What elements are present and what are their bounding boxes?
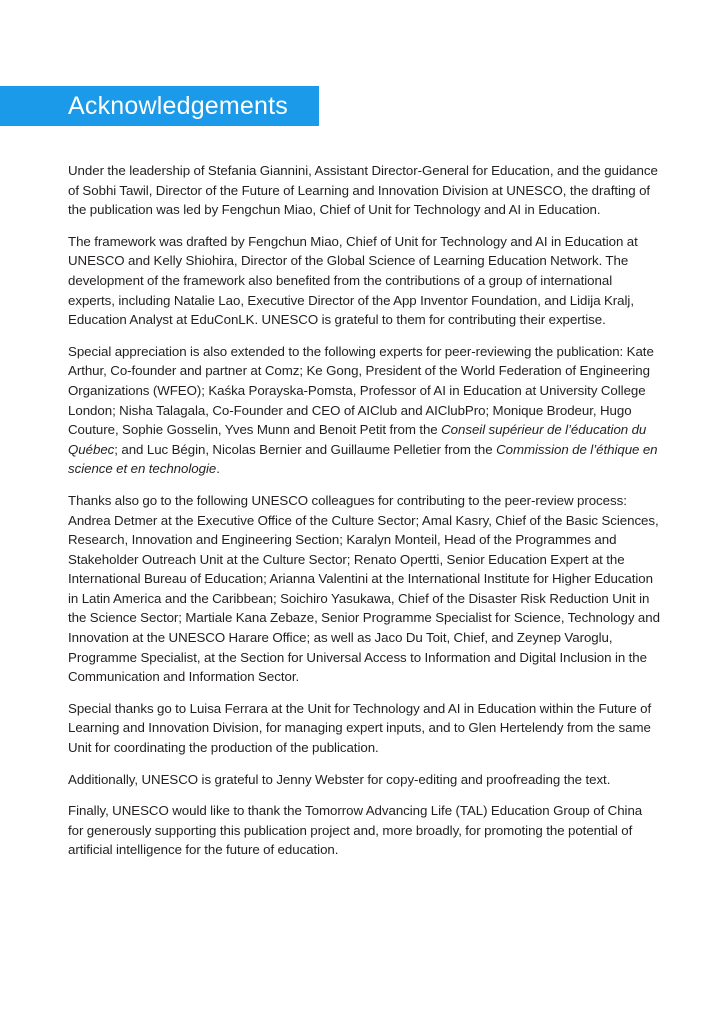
peer-reviewers-commission-name: Commission de l’éthique en science et en technologie — [68, 441, 658, 477]
paragraph-unesco-colleagues: Thanks also go to the following UNESCO colleagues for contributing to the peer-review process: Andrea Detmer at the Executive Office of the Culture Sector; Amal Kasry, Chief of the Basic Sciences, Research, Innovation and Engineering Section; Karalyn Monteil, Head of the Programmes and Stakeholder Outreach Unit at the Culture Sector; Renato Opertti, Senior Education Expert at the International Bureau of Education; Arianna Valentini at the International Institute for Higher Education in Latin America and the Caribbean; Soichiro Yasukawa, Chief of the Disaster Risk Reduction Unit in the Science Sector; Martiale Kana Zebaze, Senior Programme Specialist for Science, Technology and Innovation at the UNESCO Harare Office; as well as Jaco Du Toit, Chief, and Zeynep Varoglu, Programme Specialist, at the Section for Universal Access to Information and Digital Inclusion in the Communication and Information Sector. — [68, 492, 660, 685]
peer-reviewers-text-2: ; and Luc Bégin, Nicolas Bernier and Guillaume Pelletier from the — [114, 441, 497, 457]
peer-reviewers-council-name: Conseil supérieur de l’éducation du Québec — [68, 422, 647, 457]
paragraph-peer-reviewers — [68, 342, 660, 479]
paragraph-framework-authors: The framework was drafted by Fengchun Miao, Chief of Unit for Technology and AI in Education at UNESCO and Kelly Shiohira, Director of the Global Science of Learning Education Network. The development of the framework also benefited from the contributions of a group of international experts, including Natalie Lao, Executive Director of the App Inventor Foundation, and Lidija Kralj, Education Analyst at EduConLK. UNESCO is grateful to them for contributing their expertise. — [68, 233, 638, 328]
peer-reviewers-text-3: . — [216, 461, 220, 477]
paragraph-copy-editing: Additionally, UNESCO is grateful to Jenny Webster for copy-editing and proofreading the text. — [68, 771, 611, 787]
paragraph-leadership: Under the leadership of Stefania Giannini, Assistant Director-General for Education, and the guidance of Sobhi Tawil, Director of the Future of Learning and Innovation Division at UNESCO, the drafting of the publication was led by Fengchun Miao, Chief of Unit for Technology and AI in Education. — [68, 163, 658, 218]
paragraph-funding: Finally, UNESCO would like to thank the Tomorrow Advancing Life (TAL) Education Group of China for generously supporting this publication project and, more broadly, for promoting the potential of artificial intelligence for the future of education. — [68, 803, 643, 858]
acknowledgements-body — [68, 161, 660, 872]
paragraph-special-thanks: Special thanks go to Luisa Ferrara at the Unit for Technology and AI in Education within the Future of Learning and Innovation Division, for managing expert inputs, and to Glen Hertelendy from the same Unit for coordinating the production of the publication. — [68, 700, 652, 756]
peer-reviewers-text-1: Special appreciation is also extended to the following experts for peer-reviewing the publication: Kate Arthur, Co-founder and partner at Comz; Ke Gong, President of the World Federation of Engineering Organizations (WFEO); Kaśka Porayska-Pomsta, Professor of AI in Education at University College London; Nisha Talagala, Co-Founder and CEO of AIClub and AIClubPro; Monique Brodeur, Hugo Couture, Sophie Gosselin, Yves Munn and Benoit Petit from the — [68, 343, 654, 438]
title-band — [0, 86, 319, 126]
page-title: Acknowledgements — [68, 92, 288, 120]
